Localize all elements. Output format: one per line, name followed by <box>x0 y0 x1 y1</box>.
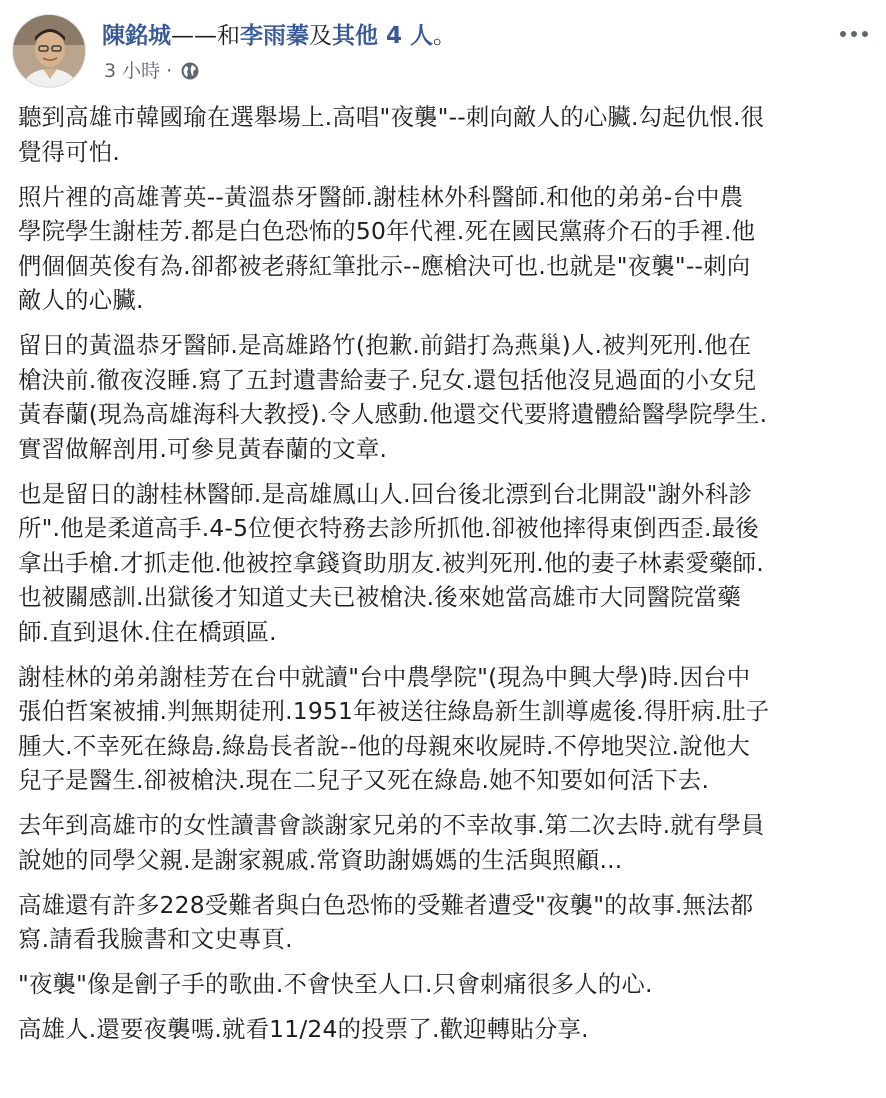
post-paragraph: 留日的黃溫恭牙醫師.是高雄路竹(抱歉.前錯打為燕巢)人.被判死刑.他在 槍決前.徹夜沒睡.寫了五封遺書給妻子.兒女.還包括他沒見過面的小女兒 黃春蘭(現為高雄海科大教授).令人感動.他還交代要將遺體給醫學院學生. 實習做解剖用.可參見黃春蘭的文章. <box>18 331 768 463</box>
post-paragraph: 去年到高雄市的女性讀書會談謝家兄弟的不幸故事.第二次去時.就有學員 說她的同學父親.是謝家親戚.常資助謝媽媽的生活與照顧... <box>18 811 765 874</box>
more-icon[interactable] <box>834 22 874 46</box>
tag-joiner: 及 <box>309 23 332 49</box>
post-paragraph: "夜襲"像是劊子手的歌曲.不會快至人口.只會刺痛很多人的心. <box>18 970 653 998</box>
tag-separator: ——和 <box>171 23 240 49</box>
more-dot <box>840 31 846 37</box>
tag-end: 。 <box>433 23 457 49</box>
post-paragraph: 聽到高雄市韓國瑜在選舉場上.高唱"夜襲"--刺向敵人的心臟.勾起仇恨.很 覺得可怕. <box>18 103 765 166</box>
more-dot <box>851 31 857 37</box>
post-paragraph: 謝桂林的弟弟謝桂芳在台中就讀"台中農學院"(現為中興大學)時.因台中 張伯哲案被捕.判無期徒刑.1951年被送往綠島新生訓導處後.得肝病.肚子 腫大.不幸死在綠島.綠島長者說--他的母親來收屍時.不停地哭泣.說他大 兒子是醫生.卻被槍決.現在二兒子又死在綠島.她不知要如何活下去. <box>18 662 770 794</box>
avatar-photo <box>13 15 86 88</box>
more-dot <box>862 31 868 37</box>
tagged-others-link[interactable]: 其他 4 人 <box>332 23 434 49</box>
tagged-friend-name[interactable]: 李雨蓁 <box>240 23 309 49</box>
post-paragraph: 高雄人.還要夜襲嗎.就看11/24的投票了.歡迎轉貼分享. <box>18 1015 589 1043</box>
post-timestamp[interactable]: 3 小時 <box>104 60 161 82</box>
post-header <box>12 14 874 90</box>
post-paragraph: 也是留日的謝桂林醫師.是高雄鳳山人.回台後北漂到台北開設"謝外科診 所".他是柔道高手.4-5位便衣特務去診所抓他.卻被他摔得東倒西歪.最後 拿出手槍.才抓走他.他被控拿錢資助朋友.被判死刑.他的妻子林素愛藥師. 也被關感訓.出獄後才知道丈夫已被槍決.後來她當高雄市大同醫院當藥 師.直到退休.住在橋頭區. <box>18 479 764 646</box>
post-paragraph: 照片裡的高雄菁英--黃溫恭牙醫師.謝桂林外科醫師.和他的弟弟-台中農 學院學生謝桂芳.都是白色恐怖的50年代裡.死在國民黨蔣介石的手裡.他 們個個英俊有為.卻都被老蔣紅筆批示--應槍決可也.也就是"夜襲"--刺向 敵人的心臟. <box>18 182 756 314</box>
author-avatar[interactable] <box>12 14 86 88</box>
meta-dot: · <box>166 60 173 82</box>
post-meta <box>104 58 200 84</box>
author-name[interactable]: 陳銘城 <box>102 23 171 49</box>
author-line <box>102 20 456 52</box>
globe-icon[interactable] <box>180 61 200 81</box>
post-body <box>18 100 876 1057</box>
post-paragraph: 高雄還有許多228受難者與白色恐怖的受難者遭受"夜襲"的故事.無法都 寫.請看我臉書和文史專頁. <box>18 890 754 953</box>
